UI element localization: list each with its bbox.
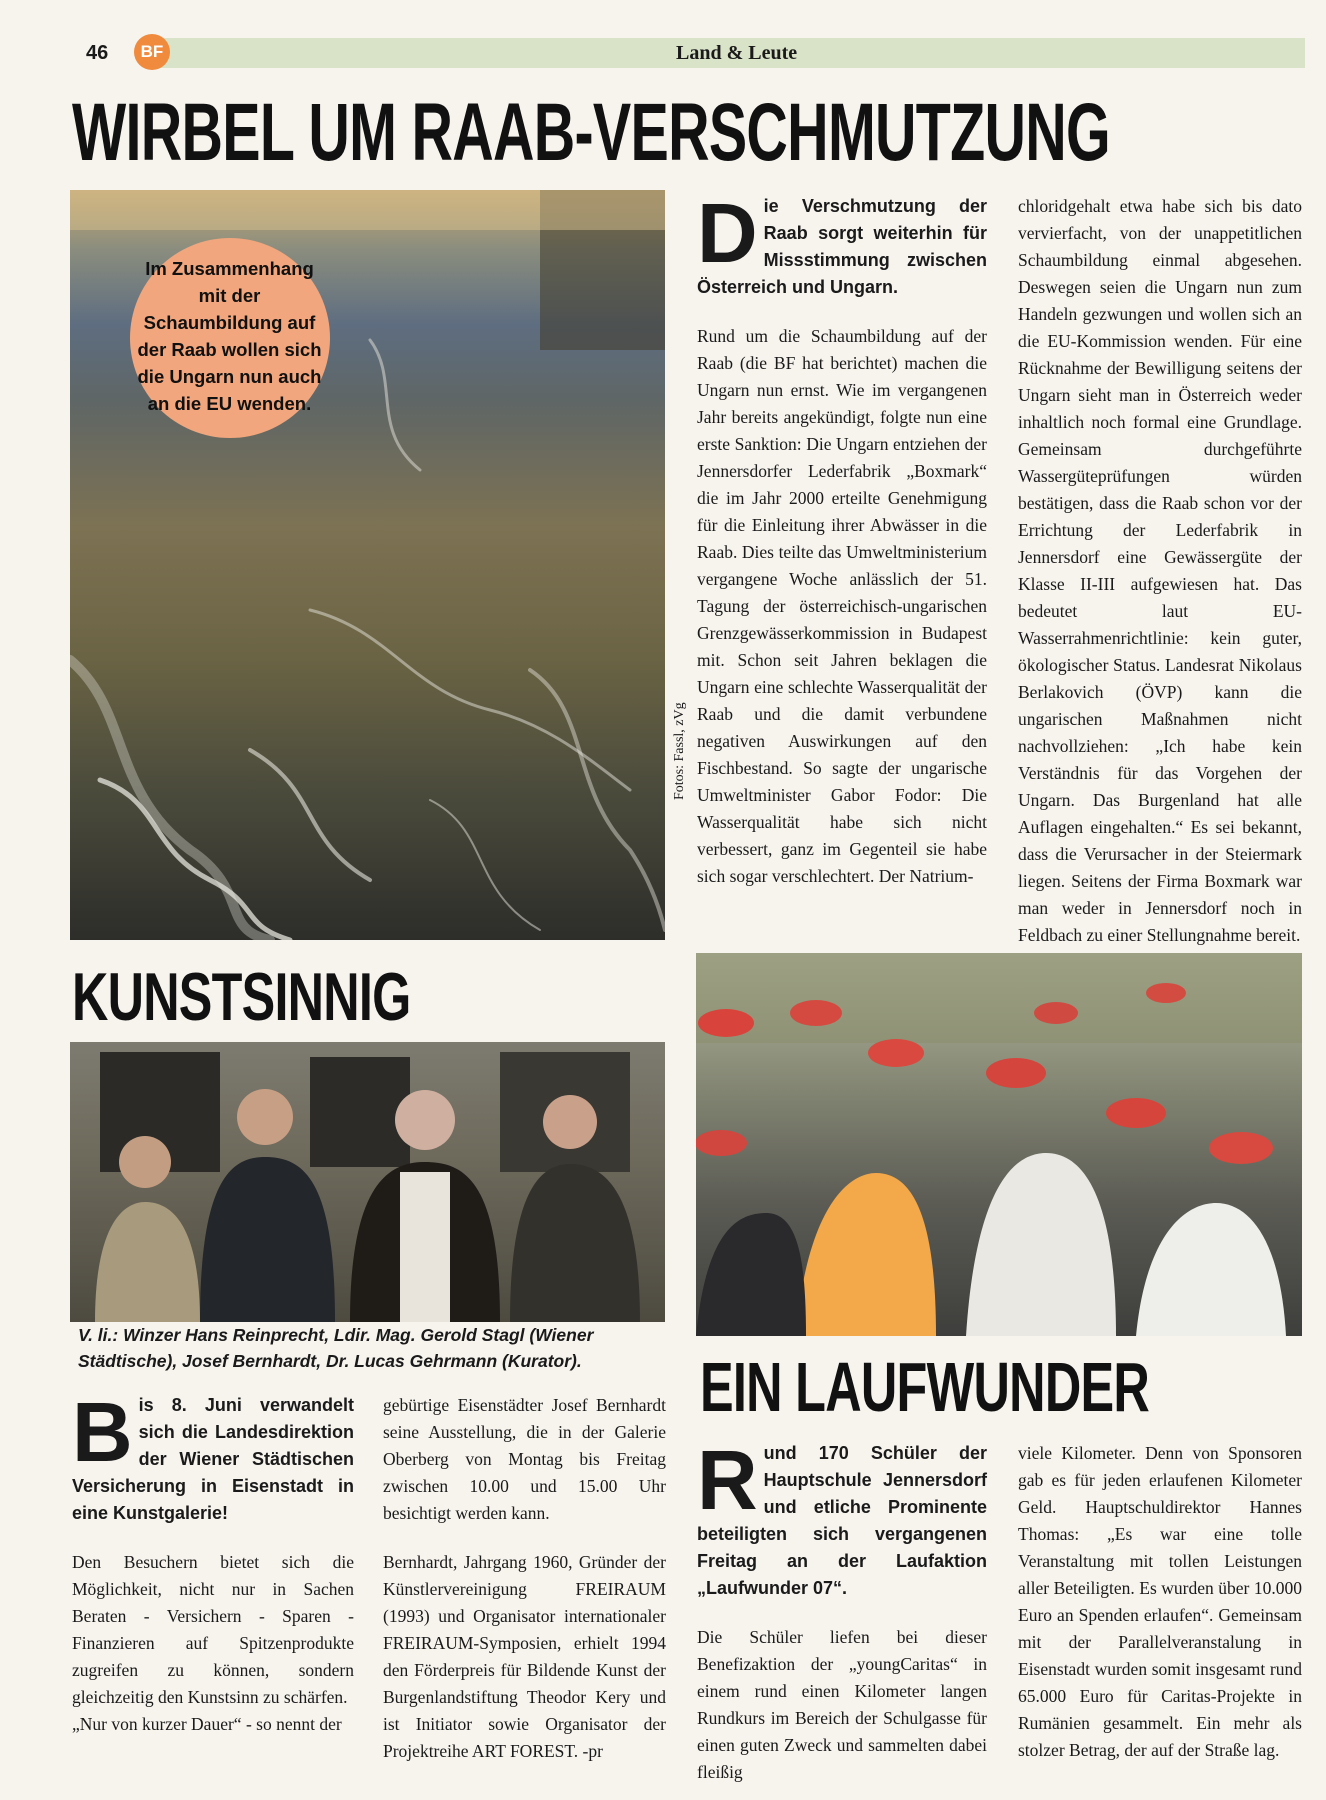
kunst-body-col2-p1: gebürtige Eisenstädter Josef Bernhardt seine Ausstellung, die in der Galerie Oberberg von Montag bis Freitag zwischen 10.00 und 15.00 Uhr besichtigt werden kann. [383,1395,666,1523]
lauf-column-1 [697,1433,987,1786]
lauf-body-col1: Die Schüler liefen bei dieser Benefizaktion der „youngCaritas“ in einem rund einen Kilometer langen Rundkurs im Bereich der Schulgasse für einen guten Zweck und sammelten dabei fleißig [697,1627,987,1782]
kunst-body-col2-p2: Bernhardt, Jahrgang 1960, Gründer der Künstlervereinigung FREIRAUM (1993) und Organisator internationaler FREIRAUM-Symposien, erhielt 1994 den Förderpreis für Bildende Kunst der Burgenlandstiftung Theodor Kery und ist Initiator sowie Organisator der Projektreihe ART FOREST. -pr [383,1552,666,1761]
lauf-body-col2: viele Kilometer. Denn von Sponsoren gab es für jeden erlaufenen Kilometer Geld. Hauptschuldirektor Hannes Thomas: „Es war eine tolle Veranstaltung mit tollen Leistungen aller Beteiligten. Es wurden über 10.000 Euro an Spenden erlaufen“. Gemeinsam mit der Parallelveranstalung in Eisenstadt wurden somit insgesamt rund 65.000 Euro für Caritas-Projekte in Rumänien gesammelt. Ein mehr als stolzer Betrag, der auf der Straße lag. [1018,1443,1302,1760]
raab-body-col1: Rund um die Schaumbildung auf der Raab (die BF hat berichtet) machen die Ungarn nun ernst. Wie im vergangenen Jahr bereits angekündigt, folgte nun eine erste Sanktion: Die Ungarn entziehen der Jennersdorfer Lederfabrik „Boxmark“ die im Jahr 2000 erteilte Genehmigung für die Einleitung ihrer Abwässer in die Raab. Dies teilte das Umweltministerium vergangene Woche anlässlich der 51. Tagung der österreichisch-ungarischen Grenzgewässerkommission in Budapest mit. Schon seit Jahren beklagen die Ungarn eine schlechte Wasserqualität der Raab und die damit verbundene negativen Auswirkungen auf den Fischbestand. So sagte der ungarische Umweltminister Gabor Fodor: Die Wasserqualität habe sich nicht verbessert, ganz im Gegenteil sie habe sich sogar verschlechtert. Der Natrium- [697,326,987,886]
page-number: 46 [86,42,109,64]
kunst-lead-text: is 8. Juni verwandelt sich die Landesdirektion der Wiener Städtischen Versicherung in Eisenstadt in eine Kunstgalerie! [72,1395,354,1523]
quote-bubble-text: Im Zusammenhang mit der Schaumbildung auf der Raab wollen sich die Ungarn nun auch an die EU wenden. [137,258,322,414]
kunst-dropcap: B [72,1385,133,1479]
kunst-column-2 [383,1392,666,1765]
lauf-column-2 [1018,1440,1302,1764]
group-photo [70,1042,665,1322]
photo-credit: Fotos: Fassl, zVg [672,702,687,800]
kunst-lead [72,1385,354,1527]
raab-body-col2: chloridgehalt etwa habe sich bis dato vervierfacht, von der unappetitlichen Schaumbildung einmal abgesehen. Deswegen seien die Ungarn nun zum Handeln gezwungen und wollen sich an die EU-Kommission wenden. Für eine Rücknahme der Bewilligung seitens der Ungarn sieht man in Österreich weder inhaltlich noch formal eine Grundlage. Gemeinsam durchgeführte Wassergüteprüfungen würden bestätigen, dass die Raab schon vor der Errichtung der Lederfabrik in Jennersdorf eine Gewässergüte der Klasse II-III aufgewiesen hat. Das bedeutet laut EU-Wasserrahmenrichtlinie: kein guter, ökologischer Status. Landesrat Nikolaus Berlakovich (ÖVP) kann die ungarischen Maßnahmen nicht nachvollziehen: „Ich habe kein Verständnis für das Vorgehen der Ungarn. Das Burgenland hat alle Auflagen eingehalten.“ Es sei bekannt, dass die Verursacher in der Steiermark liegen. Seitens der Firma Boxmark war man weder in Jennersdorf noch in Feldbach zu einer Stellungnahme bereit. [1018,196,1302,945]
raab-dropcap: D [697,186,758,280]
group-photo-graphic [70,1042,665,1322]
kunst-column-1 [72,1385,354,1738]
bf-logo: BF [134,34,170,70]
raab-lead-text: ie Verschmutzung der Raab sorgt weiterhin für Missstimmung zwischen Österreich und Ungarn. [697,196,987,297]
raab-column-1 [697,186,987,890]
section-title: Land & Leute [676,42,798,64]
headline-laufwunder: EIN LAUFWUNDER [700,1348,1150,1426]
raab-column-2 [1018,193,1302,976]
run-photo-graphic [696,953,1302,1336]
kunst-body-col1-p2: „Nur von kurzer Dauer“ - so nennt der [72,1714,342,1734]
run-photo [696,953,1302,1336]
photo-caption: V. li.: Winzer Hans Reinprecht, Ldir. Mag. Gerold Stagl (Wiener Städtische), Josef Bernhardt, Dr. Lucas Gehrmann (Kurator). [78,1325,594,1371]
lauf-lead [697,1433,987,1602]
headline-kunstsinnig: KUNSTSINNIG [72,959,411,1035]
raab-lead [697,186,987,301]
lauf-lead-text: und 170 Schüler der Hauptschule Jennersdorf und etliche Prominente beteiligten sich vergangenen Freitag an der Laufaktion „Laufwunder 07“. [697,1443,987,1598]
lauf-dropcap: R [697,1433,758,1527]
headline-raab: WIRBEL UM RAAB-VERSCHMUTZUNG [72,87,1110,178]
kunst-body-col1-p1: Den Besuchern bietet sich die Möglichkeit, nicht nur in Sachen Beraten - Versichern - Sparen - Finanzieren auf Spitzenprodukte zugreifen zu können, sondern gleichzeitig den Kunstsinn zu schärfen. [72,1552,354,1707]
